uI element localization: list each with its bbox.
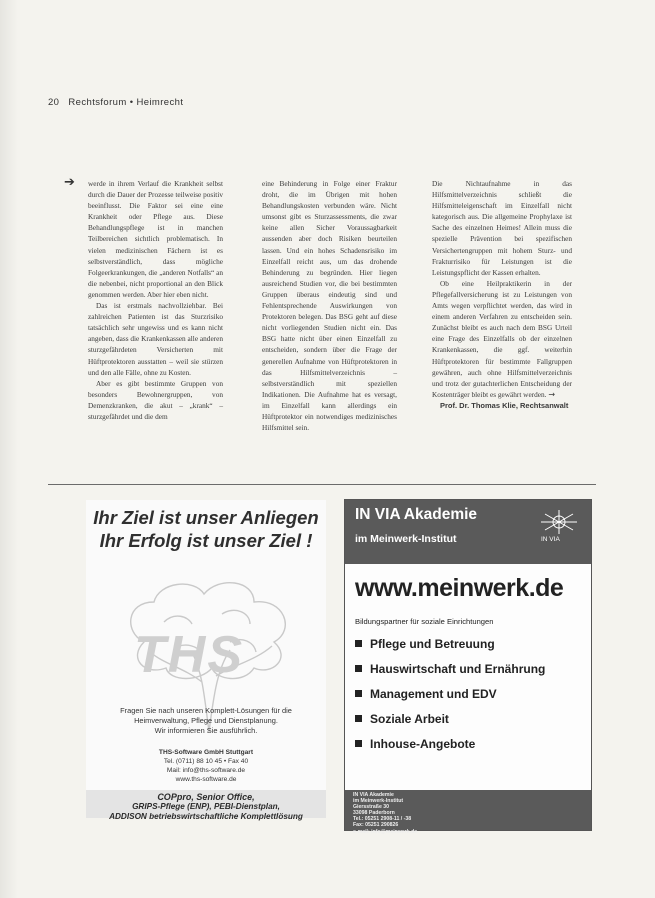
section-title: Rechtsforum • Heimrecht [68,97,184,108]
ths-advertisement [86,500,326,821]
article-column-3 [432,178,572,411]
invia-tagline: Bildungspartner für soziale Einrichtungen [355,617,494,626]
list-item-label: Soziale Arbeit [370,712,449,726]
contact-line: Tel.: 05251 2908-11 / -38 [353,816,412,823]
ths-web: www.ths-software.de [175,776,237,783]
contact-line: 33098 Paderborn [353,810,395,817]
list-item [355,632,545,657]
invia-contact-band [345,790,591,835]
square-bullet-icon [355,640,362,647]
article-column-1 [88,178,223,422]
paragraph: Aber es gibt bestimmte Gruppen von besonders Bewohnergruppen, von Demenzkranken, die akut – „krank“ – sturzgefährdet und die dem [88,378,223,421]
paragraph: werde in ihrem Verlauf die Krankheit selbst durch die Dauer der Prozesse teilweise positiv beeinflusst. Die Faktor sei eine eine Krankheit oder Pflege aus. Diese Behandlungspflege ist in manchen Teilbereichen sichtlich problematisch. In vielen medizinischen Fächern ist es selbstverständlich, dass mögliche Folgeerkrankungen, die „anderen Notfalls“ an die nebenbei, nicht proportional an den Blick genommen werden. Aber hier eben nicht. [88,179,223,299]
list-item [355,732,545,757]
ths-product-banner [86,790,326,821]
continuation-arrow-icon: ➔ [64,175,75,190]
paragraph [432,278,572,400]
section-divider [48,484,596,485]
invia-logo-text: IN VIA [541,536,560,543]
article-column-2 [262,178,397,433]
ths-phone: Tel. (0711) 88 10 45 • Fax 40 [163,758,249,765]
author-byline: Prof. Dr. Thomas Klie, Rechtsanwalt [440,400,569,410]
contact-line: Fax: 05251 290826 [353,822,399,829]
ths-body-text [86,706,326,736]
ths-product-line: ADDISON betriebswirtschaftliche Komplettlösung [109,812,303,821]
paragraph-text: Ob eine Heilpraktikerin in der Pflegefallversicherung ist zu Leistungen von Amts wegen verpflichtet werden, das wird in einem anderen Verfahren zu entscheiden sein. Zunächst bleibt es auch nach dem BSG Urteil eine Frage des Einzelfalls ob der einzelnen Krankenkassen, die ggf. weiterhin Hüftprotektoren für bestimmte Fallgruppen gewähren, auch ohne Hilfsmittelverzeichnis und trotz der gutachterlichen Entscheidung der Kostenträger bleibt es gewährt werden. [432,278,572,399]
ths-logo: THS [134,626,244,684]
list-item-label: Hauswirtschaft und Ernährung [370,662,546,676]
square-bullet-icon [355,715,362,722]
invia-subtitle: im Meinwerk-Institut [355,533,457,545]
invia-header-band [345,500,591,564]
invia-topic-list [355,632,545,757]
list-item-label: Pflege und Betreuung [370,637,495,651]
page-header [48,97,183,108]
scan-edge-shadow [0,0,18,898]
ths-body-line: Heimverwaltung, Pflege und Dienstplanung. [134,716,278,725]
invia-title: IN VIA Akademie [355,506,478,523]
invia-advertisement [344,499,592,835]
list-item-label: Inhouse-Angebote [370,737,476,751]
ths-mail: Mail: info@ths-software.de [166,767,246,774]
list-item [355,682,545,707]
list-item [355,707,545,732]
square-bullet-icon [355,690,362,697]
invia-contact [353,792,417,835]
paragraph: Die Nichtaufnahme in das Hilfsmittelverzeichnis schließt die Hilfsmitteleigenschaft im Einzelfall nicht kategorisch aus. Die allgemeine Prophylaxe ist Sache des einzelnen Heimes! Allein muss die spezielle Prävention bei spezifischen Versichertengruppen mit hohem Sturz- und Frakturrisiko für Leistungen ist die Leistungspflicht der Kassen erhalten. [432,179,572,277]
invia-emblem-icon [537,508,581,552]
square-bullet-icon [355,665,362,672]
ths-company-name: THS-Software GmbH Stuttgart [158,749,254,756]
square-bullet-icon [355,740,362,747]
list-item-label: Management und EDV [370,687,497,701]
ths-contact [86,748,326,784]
paragraph: eine Behinderung in Folge einer Fraktur droht, die im Übrigen mit hohen Behandlungskosten verbunden wäre. Nicht umsonst gibt es Sturzassessments, die zwar keine allen Sicher Voraussagbarkeit aussenden aber doch Risiken beurteilen lassen. Und ein hohes Schadensrisiko im Einzelfall reicht aus, um das drohende Behinderung zu begründen. Hier liegen ausreichend Studien vor, die bei bestimmten Gruppen überaus eindeutig sind und Fehlentsprechende Auswirkungen von Protektoren belegen. Das BSG geht auf diese nicht vorliegenden Studien nicht ein. Das BSG hatte nicht über einen Einzelfall zu entscheiden, sondern über die Frage der generellen Aufnahme von Hüftprotektoren in das Hilfsmittelverzeichnis – selbstverständlich mit speziellen Indikationen. Die Aufnahme hat es versagt, im Einzelfall kann allerdings ein Hüftprotektor ein notwendiges medizinisches Hilfsmittel sein. [262,179,397,433]
contact-line: im Meinwerk-Institut [353,798,404,805]
paragraph: Das ist erstmals nachvollziehbar. Bei zahlreichen Patienten ist das Sturzrisiko tatsächlich sehr ungewiss und es kann nicht angeben, dass die Krankenkassen alle anderen sturzgefährdeten Versicherten mit Hüftprotektoren ausstatten – weil sie stürzen und den alle Fälle, ohne zu Kosten. [88,301,223,377]
end-mark-icon: → [548,389,556,399]
list-item [355,657,545,682]
contact-line: Giersstraße 30 [353,804,390,811]
page-number: 20 [48,97,60,108]
ths-headline [86,506,326,552]
ths-headline-line-1: Ihr Ziel ist unser Anliegen [93,507,319,528]
ths-body-line: Fragen Sie nach unseren Komplett-Lösungen für die [120,706,292,715]
invia-url: www.meinwerk.de [355,574,564,602]
ths-product-line: GRIPS-Pflege (ENP), PEBI-Dienstplan, [132,802,280,811]
ths-headline-line-2: Ihr Erfolg ist unser Ziel ! [99,530,313,551]
ths-product-line: COPpro, Senior Office, [157,792,255,802]
ths-body-line: Wir informieren Sie ausführlich. [154,726,258,735]
contact-line: IN VIA Akademie [353,792,394,798]
contact-line: e-mail: info@meinwerk.de [353,828,418,835]
